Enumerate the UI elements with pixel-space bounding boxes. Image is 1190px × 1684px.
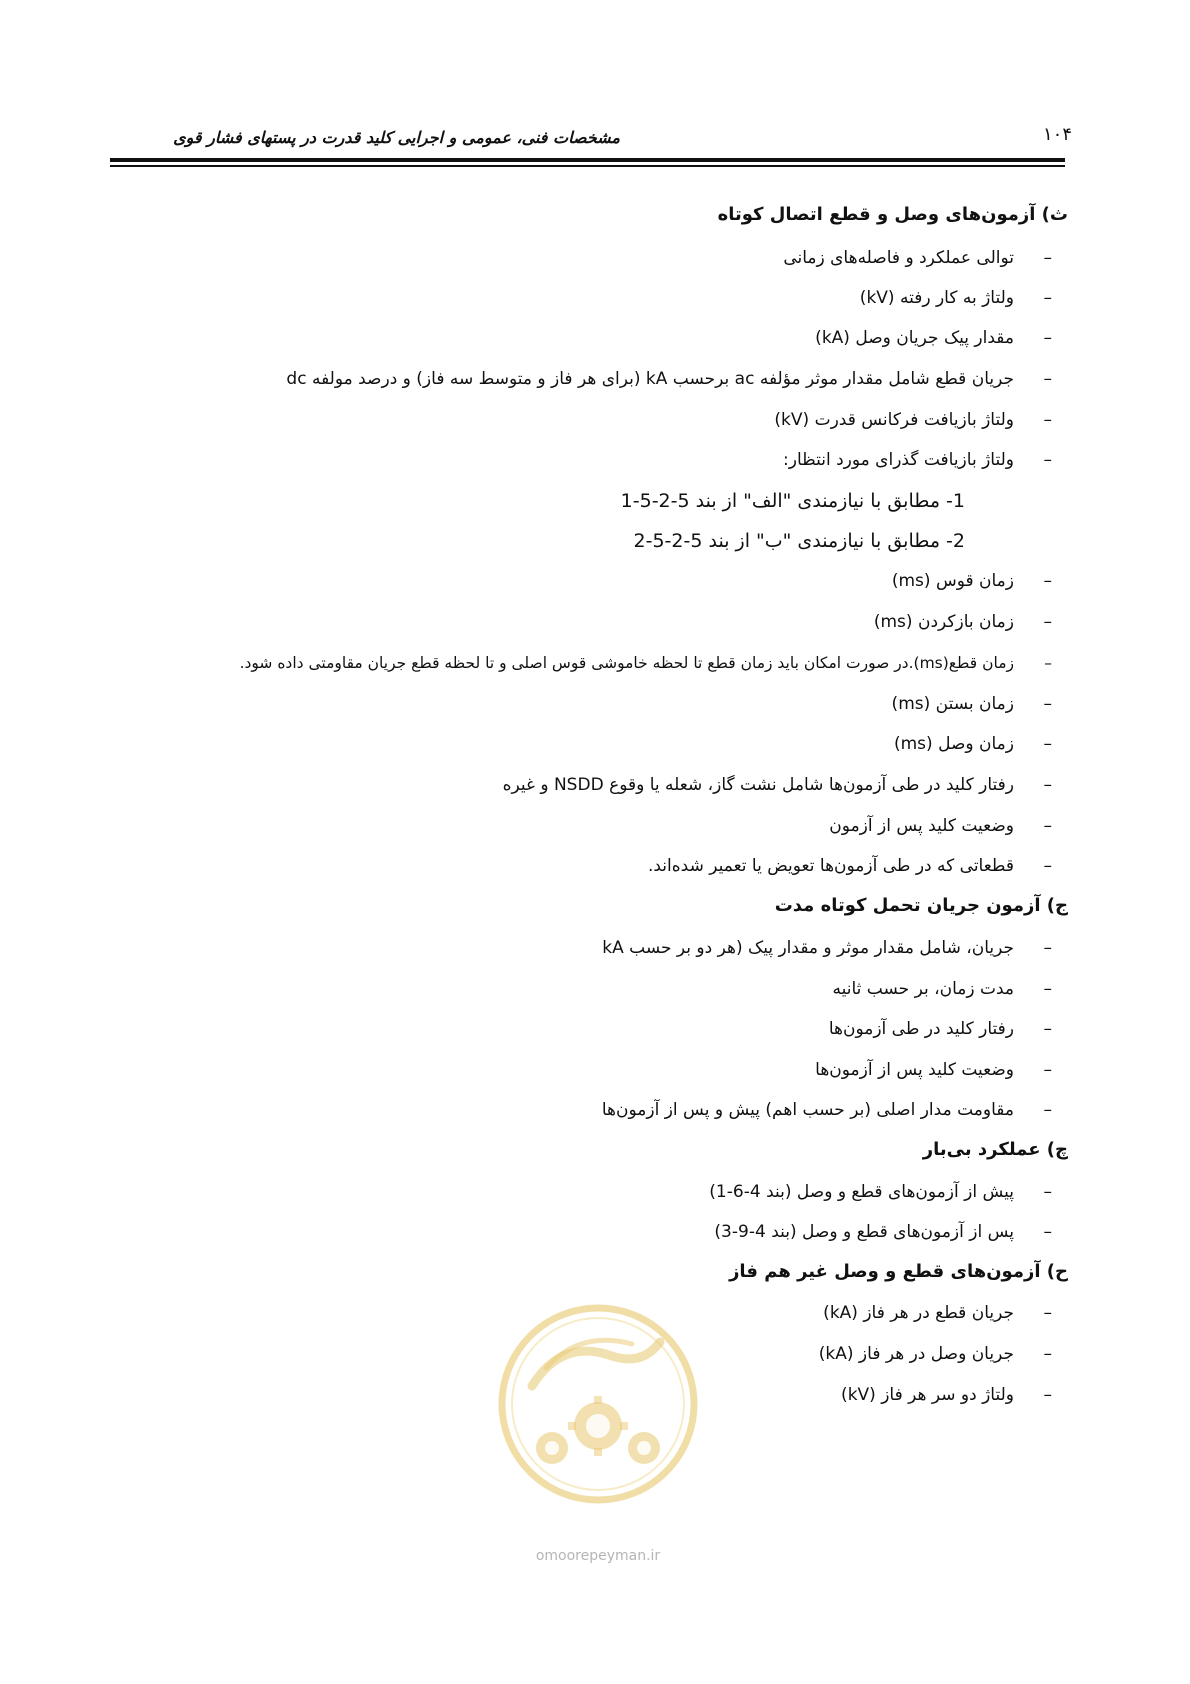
item-text: مدت زمان، بر حسب ثانیه bbox=[832, 979, 1014, 999]
item-text: مقدار پیک جریان وصل (kA) bbox=[815, 328, 1014, 348]
list-item bbox=[829, 815, 1052, 837]
list-item bbox=[860, 287, 1052, 309]
item-text: رفتار کلید در طی آزمون‌ها شامل نشت گاز، شعله یا وقوع NSDD و غیره bbox=[502, 775, 1014, 795]
page-number: ۱۰۴ bbox=[1042, 124, 1072, 145]
item-text: جریان قطع در هر فاز (kA) bbox=[823, 1303, 1014, 1323]
dash-bullet: – bbox=[1043, 369, 1052, 389]
header-rule-thick bbox=[110, 158, 1065, 162]
dash-bullet: – bbox=[1043, 1222, 1052, 1242]
list-item bbox=[648, 855, 1052, 877]
list-item bbox=[819, 1343, 1052, 1365]
item-text: مقاومت مدار اصلی (بر حسب اهم) پیش و پس از آزمون‌ها bbox=[601, 1100, 1014, 1120]
dash-bullet: – bbox=[1043, 1344, 1052, 1364]
item-text: زمان قطع(ms).در صورت امکان باید زمان قطع تا لحظه خاموشی قوس اصلی و تا لحظه قطع جریان مقاومتی داده شود. bbox=[239, 654, 1014, 672]
list-item bbox=[829, 1018, 1052, 1040]
section-heading: چ) عملکرد بی‌بار bbox=[922, 1139, 1068, 1160]
item-text: ولتاژ بازیافت فرکانس قدرت (kV) bbox=[774, 410, 1014, 430]
watermark-site: omoorepeyman.ir bbox=[535, 1548, 661, 1564]
list-item bbox=[815, 327, 1052, 349]
item-text: ولتاژ به کار رفته (kV) bbox=[859, 288, 1014, 308]
running-header-title: مشخصات فنی، عمومی و اجرایی کلید قدرت در پستهای فشار قوی bbox=[173, 128, 620, 147]
dash-bullet: – bbox=[1043, 450, 1052, 470]
list-item bbox=[892, 570, 1052, 592]
dash-bullet: – bbox=[1043, 571, 1052, 591]
list-item bbox=[815, 1059, 1052, 1081]
dash-bullet: – bbox=[1043, 1019, 1052, 1039]
list-item bbox=[709, 1181, 1052, 1203]
header-rule-thin bbox=[110, 165, 1065, 167]
dash-bullet: – bbox=[1043, 979, 1052, 999]
list-item bbox=[823, 1302, 1052, 1324]
list-item bbox=[602, 937, 1052, 959]
item-text: جریان قطع شامل مقدار موثر مؤلفه ac برحسب kA (برای هر فاز و متوسط سه فاز) و درصد مولفه dc bbox=[286, 369, 1014, 389]
item-text: وضعیت کلید پس از آزمون bbox=[829, 816, 1014, 836]
sub-item: 2- مطابق با نیازمندی "ب" از بند 5-2-5-2 bbox=[633, 530, 965, 552]
list-item bbox=[783, 449, 1052, 471]
dash-bullet: – bbox=[1043, 248, 1052, 268]
section-heading: ج) آزمون جریان تحمل کوتاه مدت bbox=[774, 895, 1068, 916]
list-item bbox=[240, 652, 1052, 674]
list-item bbox=[783, 247, 1052, 269]
list-item bbox=[841, 1384, 1052, 1406]
list-item bbox=[602, 1099, 1052, 1121]
dash-bullet: – bbox=[1043, 816, 1052, 836]
list-item bbox=[714, 1221, 1052, 1243]
watermark-logo bbox=[492, 1298, 704, 1570]
item-text: پیش از آزمون‌های قطع و وصل (بند 4-6-1) bbox=[709, 1182, 1014, 1202]
dash-bullet: – bbox=[1043, 1385, 1052, 1405]
item-text: جریان وصل در هر فاز (kA) bbox=[818, 1344, 1014, 1364]
item-text: وضعیت کلید پس از آزمون‌ها bbox=[815, 1060, 1014, 1080]
list-item bbox=[833, 978, 1052, 1000]
dash-bullet: – bbox=[1043, 328, 1052, 348]
item-text: ولتاژ بازیافت گذرای مورد انتظار: bbox=[783, 450, 1014, 470]
list-item bbox=[503, 774, 1052, 796]
list-item bbox=[286, 368, 1052, 390]
list-item bbox=[892, 693, 1052, 715]
dash-bullet: – bbox=[1043, 1182, 1052, 1202]
item-text: پس از آزمون‌های قطع و وصل (بند 4-9-3) bbox=[714, 1222, 1014, 1242]
item-text: ولتاژ دو سر هر فاز (kV) bbox=[841, 1385, 1014, 1405]
section-heading: ث) آزمون‌های وصل و قطع اتصال کوتاه bbox=[717, 204, 1068, 225]
item-text: توالی عملکرد و فاصله‌های زمانی bbox=[783, 248, 1014, 268]
item-text: قطعاتی که در طی آزمون‌ها تعویض یا تعمیر شده‌اند. bbox=[647, 856, 1014, 876]
item-text: زمان بستن (ms) bbox=[891, 694, 1014, 714]
dash-bullet: – bbox=[1044, 654, 1052, 672]
dash-bullet: – bbox=[1043, 938, 1052, 958]
item-text: جریان، شامل مقدار موثر و مقدار پیک (هر دو بر حسب kA bbox=[602, 938, 1014, 958]
dash-bullet: – bbox=[1043, 288, 1052, 308]
item-text: رفتار کلید در طی آزمون‌ها bbox=[828, 1019, 1014, 1039]
list-item bbox=[874, 611, 1052, 633]
dash-bullet: – bbox=[1043, 694, 1052, 714]
dash-bullet: – bbox=[1043, 856, 1052, 876]
list-item bbox=[774, 409, 1052, 431]
dash-bullet: – bbox=[1043, 410, 1052, 430]
dash-bullet: – bbox=[1043, 612, 1052, 632]
section-heading: ح) آزمون‌های قطع و وصل غیر هم فاز bbox=[729, 1261, 1068, 1282]
item-text: زمان قوس (ms) bbox=[891, 571, 1014, 591]
dash-bullet: – bbox=[1043, 1060, 1052, 1080]
dash-bullet: – bbox=[1043, 775, 1052, 795]
dash-bullet: – bbox=[1043, 1100, 1052, 1120]
list-item bbox=[894, 733, 1052, 755]
item-text: زمان بازکردن (ms) bbox=[873, 612, 1014, 632]
sub-item: 1- مطابق با نیازمندی "الف" از بند 5-2-5-1 bbox=[620, 490, 965, 512]
item-text: زمان وصل (ms) bbox=[893, 734, 1014, 754]
dash-bullet: – bbox=[1043, 1303, 1052, 1323]
dash-bullet: – bbox=[1043, 734, 1052, 754]
